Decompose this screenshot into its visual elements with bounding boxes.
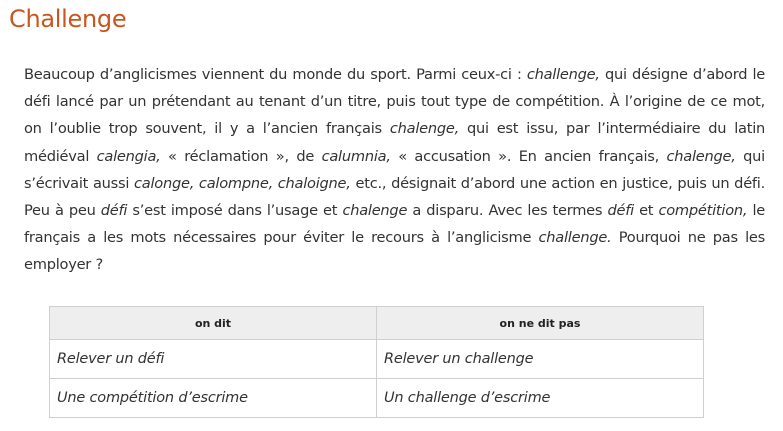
italic-term: challenge,	[526, 66, 600, 83]
table-row	[50, 340, 704, 379]
paragraph-text: « réclamation », de	[160, 147, 322, 165]
italic-term: compétition,	[658, 202, 748, 220]
italic-term: chalenge,	[666, 147, 736, 165]
paragraph-text: qui est issu, par l’intermédiaire du latin médiéval	[24, 120, 765, 165]
italic-term: challenge.	[538, 229, 612, 247]
usage-table	[49, 306, 704, 418]
table-cell-on-dit: Relever un défi	[50, 340, 377, 379]
paragraph-text: « accusation ». En ancien français,	[390, 147, 667, 165]
table-row	[50, 379, 704, 418]
table-cell-on-dit: Une compétition d’escrime	[50, 379, 377, 418]
paragraph-text: et	[633, 202, 659, 220]
table-cell-on-ne-dit-pas: Relever un challenge	[377, 340, 704, 379]
header-on-dit: on dit	[50, 307, 377, 340]
table-header-row	[50, 307, 704, 340]
paragraph-text: Pourquoi ne pas les employer ?	[24, 229, 765, 274]
paragraph-text: etc., désignait d’abord une action en justice, puis un défi. Peu à peu	[24, 174, 766, 220]
italic-term: défi	[607, 202, 634, 220]
header-on-ne-dit-pas: on ne dit pas	[377, 307, 704, 340]
paragraph-text: Beaucoup d’anglicismes viennent du monde du sport. Parmi ceux-ci :	[24, 66, 527, 83]
italic-term: chalenge	[342, 202, 408, 220]
page-title: Challenge	[9, 5, 127, 33]
italic-term: calonge, calompne, chaloigne,	[134, 174, 351, 192]
italic-term: défi	[100, 202, 128, 220]
article-paragraph	[24, 61, 765, 279]
paragraph-text: le français a les mots nécessaires pour éviter le recours à l’anglicisme	[24, 202, 765, 247]
paragraph-text: qui désigne d’abord le défi lancé par un prétendant au tenant d’un titre, puis tout type de compétition. À l’origine de ce mot, on l’oublie trop souvent, il y a l’ancien français	[24, 66, 765, 138]
italic-term: chalenge,	[389, 120, 459, 138]
paragraph-text: qui s’écrivait aussi	[24, 147, 765, 192]
paragraph-text: s’est imposé dans l’usage et	[127, 202, 343, 220]
italic-term: calengia,	[96, 147, 161, 165]
paragraph-text: a disparu. Avec les termes	[407, 202, 608, 220]
table-cell-on-ne-dit-pas: Un challenge d’escrime	[377, 379, 704, 418]
italic-term: calumnia,	[321, 147, 391, 165]
